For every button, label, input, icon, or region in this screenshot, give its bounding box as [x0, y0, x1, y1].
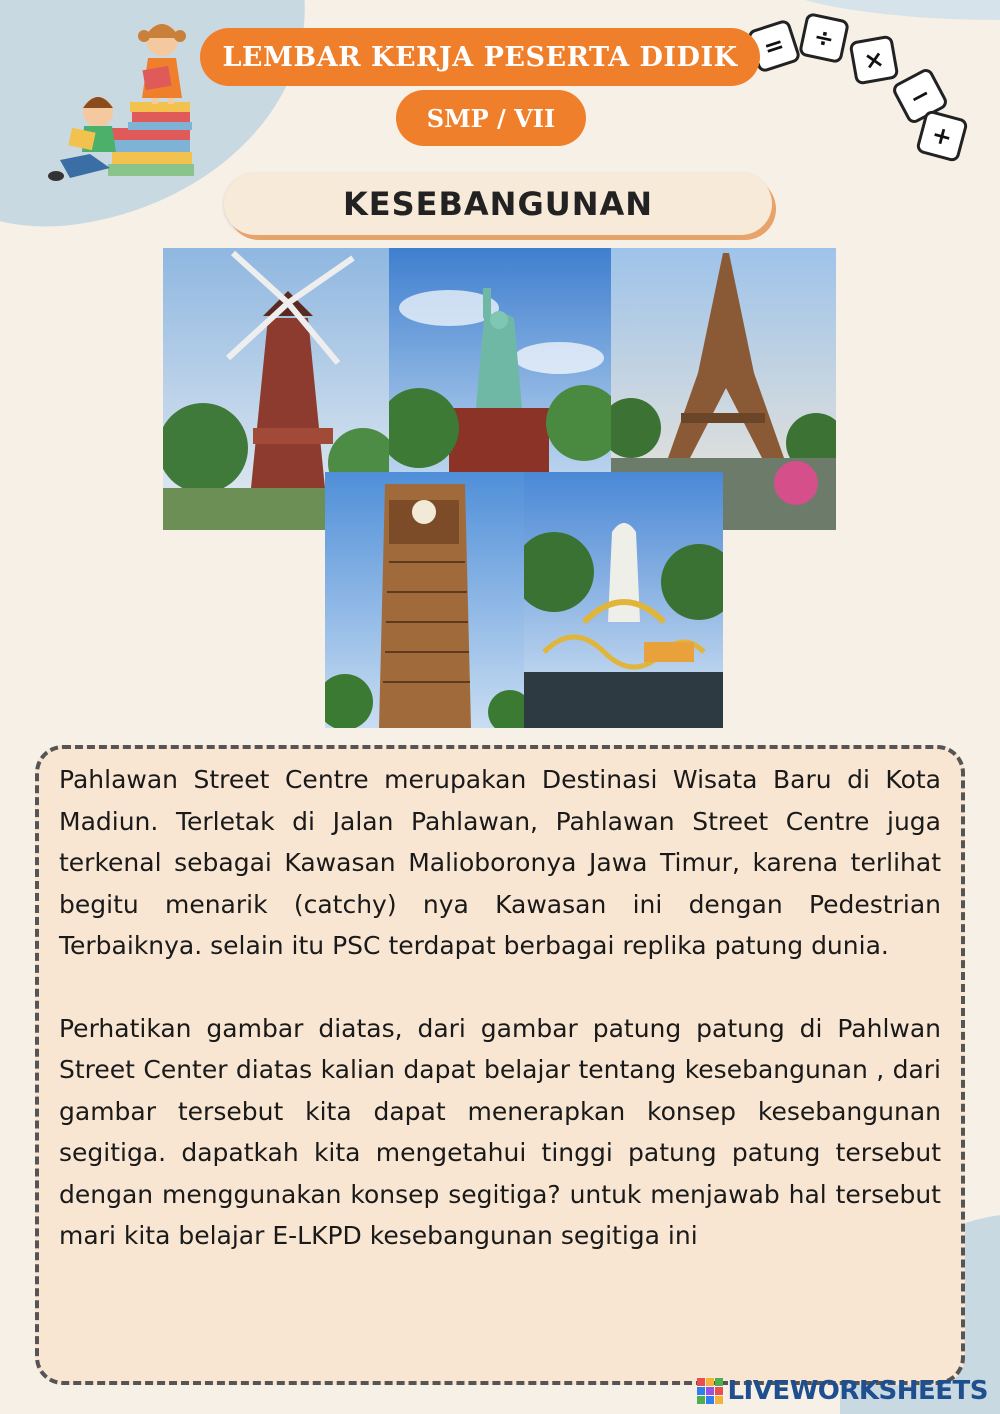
liveworksheets-logo-icon [697, 1378, 723, 1404]
description-box [35, 745, 965, 1385]
instruction-paragraph: Perhatikan gambar diatas, dari gambar patung patung di Pahlwan Street Center diatas kalian dapat belajar tentang kesebangunan , dari gambar tersebut kita dapat menerapkan konsep kesebangunan segitiga. dapatkah kita mengetahui tinggi patung patung tersebut dengan menggunakan konsep segitiga? untuk menjawab hal tersebut mari kita belajar E-LKPD kesebangunan segitiga ini [59, 1013, 941, 1250]
big-ben-photo [325, 472, 524, 728]
plus-dice-icon: + [915, 109, 969, 163]
statue-of-liberty-photo [389, 248, 611, 472]
equals-dice-icon: = [746, 18, 801, 73]
intro-paragraph: Pahlawan Street Centre merupakan Destinasi Wisata Baru di Kota Madiun. Terletak di Jalan Pahlawan, Pahlawan Street Centre juga terkenal sebagai Kawasan Malioboronya Jawa Timur, karena terlihat begitu menarik (catchy) nya Kawasan ini dengan Pedestrian Terbaiknya. selain itu PSC terdapat berbagai replika patung dunia. [59, 765, 941, 960]
grade-level: SMP / VII [396, 90, 586, 146]
watermark-text: LIVEWORKSHEETS [727, 1376, 988, 1406]
worksheet-title: LEMBAR KERJA PESERTA DIDIK [200, 28, 760, 86]
merlion-photo [524, 472, 723, 728]
minus-dice-icon: − [890, 66, 950, 126]
background-blob-top-right [760, 0, 1000, 20]
kids-reading-icon [40, 10, 200, 185]
multiply-dice-icon: × [849, 35, 900, 86]
topic-title: KESEBANGUNAN [224, 173, 772, 235]
liveworksheets-watermark [697, 1374, 988, 1408]
divide-dice-icon: ÷ [798, 12, 850, 64]
